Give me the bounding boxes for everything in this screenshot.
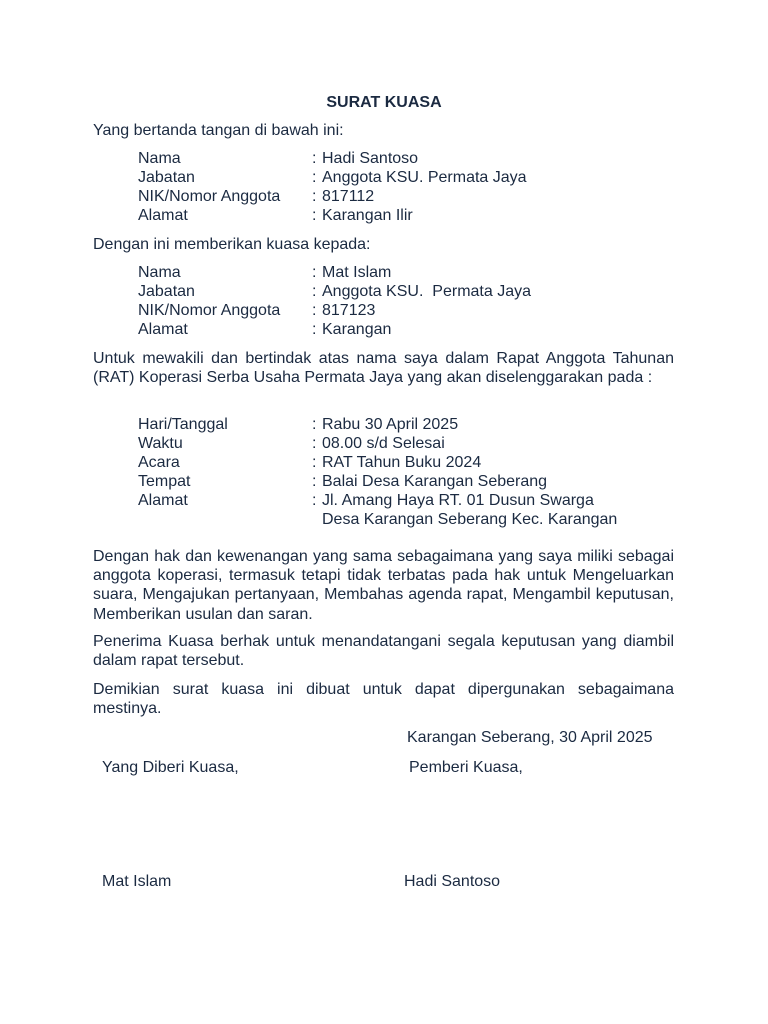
event-label: Hari/Tanggal bbox=[138, 416, 228, 433]
separator: : bbox=[312, 416, 317, 433]
event-row-date bbox=[138, 415, 698, 434]
grantor-details bbox=[138, 149, 698, 225]
grantee-label: Nama bbox=[138, 264, 181, 281]
grantee-row-position bbox=[138, 282, 698, 301]
grantee-details bbox=[138, 263, 698, 339]
grantee-value: 817123 bbox=[322, 302, 376, 319]
event-value: Rabu 30 April 2025 bbox=[322, 416, 459, 433]
separator: : bbox=[312, 169, 317, 186]
signing-right-paragraph: Penerima Kuasa berhak untuk menandatangani segala keputusan yang diambil dalam rapat tersebut. bbox=[93, 633, 674, 670]
grantee-label: Alamat bbox=[138, 321, 188, 338]
event-value: 08.00 s/d Selesai bbox=[322, 435, 445, 452]
separator: : bbox=[312, 264, 317, 281]
separator: : bbox=[312, 435, 317, 452]
event-label: Acara bbox=[138, 454, 180, 471]
grantee-label: NIK/Nomor Anggota bbox=[138, 302, 281, 319]
event-label: Waktu bbox=[138, 435, 183, 452]
grantee-row-id bbox=[138, 301, 698, 320]
grantor-signature-name: Hadi Santoso bbox=[404, 873, 501, 890]
document-title: SURAT KUASA bbox=[326, 94, 442, 111]
grantor-value: Karangan Ilir bbox=[322, 207, 413, 224]
event-value: RAT Tahun Buku 2024 bbox=[322, 454, 482, 471]
separator: : bbox=[312, 473, 317, 490]
grantee-row-address bbox=[138, 320, 698, 339]
separator: : bbox=[312, 207, 317, 224]
purpose-paragraph: Untuk mewakili dan bertindak atas nama saya dalam Rapat Anggota Tahunan (RAT) Koperasi Serba Usaha Permata Jaya yang akan diselenggarakan pada : bbox=[93, 350, 674, 387]
event-value: Jl. Amang Haya RT. 01 Dusun Swarga bbox=[322, 492, 594, 509]
separator: : bbox=[312, 321, 317, 338]
grantor-value: Anggota KSU. Permata Jaya bbox=[322, 169, 527, 186]
grantor-row-id bbox=[138, 187, 698, 206]
grant-intro-text: Dengan ini memberikan kuasa kepada: bbox=[93, 236, 371, 253]
rights-paragraph: Dengan hak dan kewenangan yang sama sebagaimana yang saya miliki sebagai anggota koperasi, termasuk tetapi tidak terbatas pada hak untuk Mengeluarkan suara, Mengajukan pertanyaan, Membahas agenda rapat, Mengambil keputusan, Memberikan usulan dan saran. bbox=[93, 548, 674, 623]
grantor-row-name bbox=[138, 149, 698, 168]
grantor-label: Nama bbox=[138, 150, 181, 167]
grantor-row-position bbox=[138, 168, 698, 187]
grantee-label: Jabatan bbox=[138, 283, 195, 300]
grantee-value: Mat Islam bbox=[322, 264, 392, 281]
separator: : bbox=[312, 283, 317, 300]
event-label bbox=[138, 510, 312, 529]
event-value: Desa Karangan Seberang Kec. Karangan bbox=[322, 511, 618, 528]
place-date: Karangan Seberang, 30 April 2025 bbox=[407, 729, 653, 746]
event-row-time bbox=[138, 434, 698, 453]
grantor-signature-title: Pemberi Kuasa, bbox=[409, 759, 523, 776]
event-row-venue bbox=[138, 472, 698, 491]
event-label: Alamat bbox=[138, 492, 188, 509]
event-row-address-continued bbox=[138, 510, 698, 529]
grantor-label: NIK/Nomor Anggota bbox=[138, 188, 281, 205]
grantee-value: Karangan bbox=[322, 321, 392, 338]
event-row-agenda bbox=[138, 453, 698, 472]
event-row-address bbox=[138, 491, 698, 510]
grantee-row-name bbox=[138, 263, 698, 282]
separator: : bbox=[312, 150, 317, 167]
event-details bbox=[138, 415, 698, 529]
grantee-signature-title: Yang Diberi Kuasa, bbox=[102, 759, 239, 776]
grantor-label: Jabatan bbox=[138, 169, 195, 186]
separator: : bbox=[312, 492, 317, 509]
grantee-signature-name: Mat Islam bbox=[102, 873, 172, 890]
grantor-value: 817112 bbox=[322, 188, 375, 205]
grantee-value: Anggota KSU. Permata Jaya bbox=[322, 283, 531, 300]
event-label: Tempat bbox=[138, 473, 191, 490]
intro-text: Yang bertanda tangan di bawah ini: bbox=[93, 122, 344, 139]
grantor-label: Alamat bbox=[138, 207, 188, 224]
event-value: Balai Desa Karangan Seberang bbox=[322, 473, 548, 490]
separator: : bbox=[312, 454, 317, 471]
separator: : bbox=[312, 302, 317, 319]
grantor-row-address bbox=[138, 206, 698, 225]
separator: : bbox=[312, 188, 317, 205]
closing-paragraph: Demikian surat kuasa ini dibuat untuk dapat dipergunakan sebagaimana mestinya. bbox=[93, 681, 674, 718]
grantor-value: Hadi Santoso bbox=[322, 150, 419, 167]
